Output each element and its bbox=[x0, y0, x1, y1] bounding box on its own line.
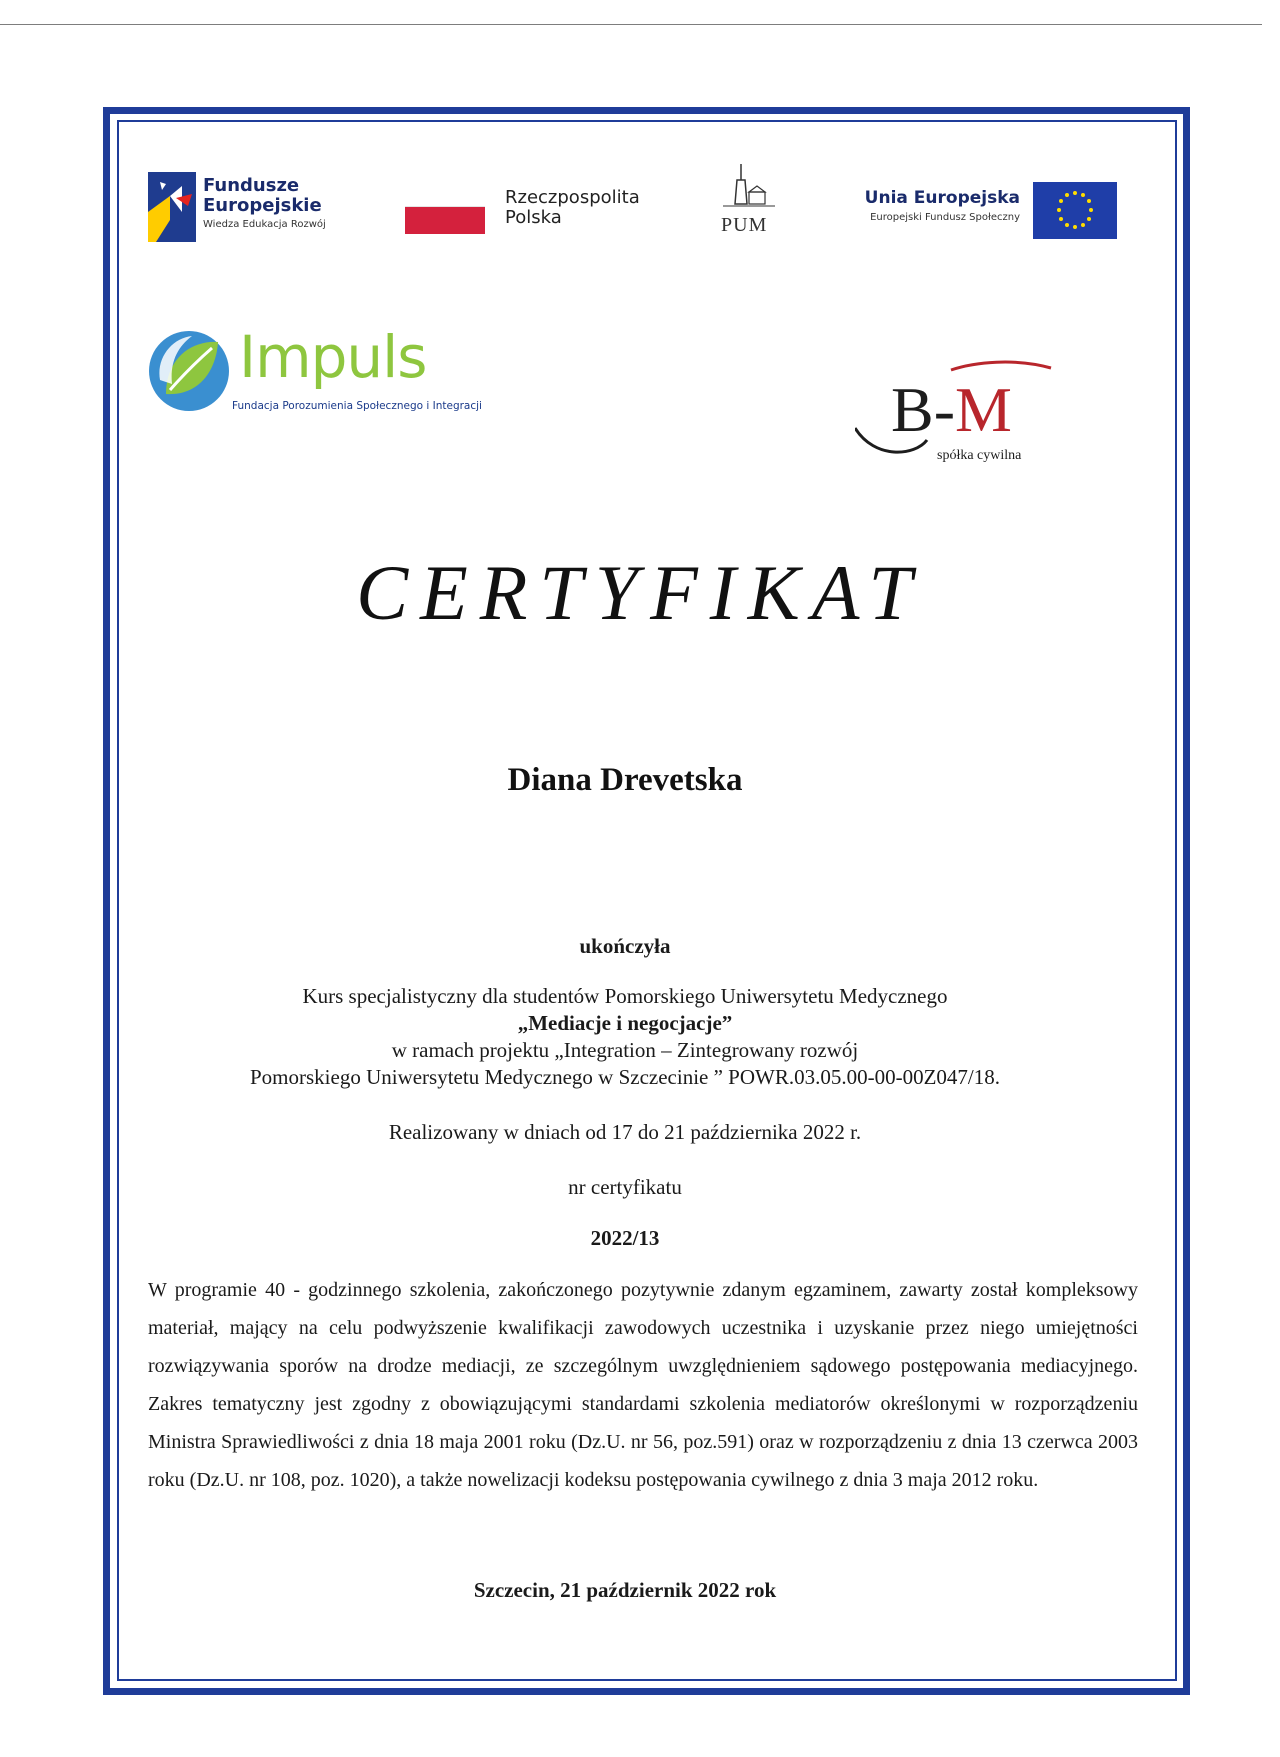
certificate-number: 2022/13 bbox=[590, 1226, 660, 1250]
poland-flag-icon bbox=[405, 206, 485, 234]
impuls-logo bbox=[146, 323, 516, 418]
fundusze-title-line2: Europejskie bbox=[203, 195, 322, 216]
rzeczpospolita-line1: Rzeczpospolita bbox=[505, 187, 640, 208]
fundusze-europejskie-logo bbox=[148, 172, 378, 244]
fundusze-europejskie-icon bbox=[148, 172, 196, 242]
rzeczpospolita-polska-logo bbox=[405, 188, 665, 240]
pum-text: PUM bbox=[721, 214, 768, 236]
certificate-title: CERTYFIKAT bbox=[356, 549, 924, 636]
impuls-subtitle: Fundacja Porozumienia Społecznego i Integracji bbox=[232, 400, 482, 412]
program-description: W programie 40 - godzinnego szkolenia, zakończonego pozytywnie zdanym egzaminem, zawarty został kompleksowy materiał, mający na celu podwyższenie kwalifikacji zawodowych uczestnika i uzyskanie przez niego umiejętności rozwiązywania sporów na drodze mediacji, ze szczególnym uwzględnieniem sądowego postępowania mediacyjnego. Zakres tematyczny jest zgodny z obowiązującymi standardami szkolenia mediatorów określonymi w rozporządzeniu Ministra Sprawiedliwości z dnia 18 maja 2001 roku (Dz.U. nr 56, poz.591) oraz w rozporządzeniu z dnia 13 czerwca 2003 roku (Dz.U. nr 108, poz. 1020), a także nowelizacji kodeksu postępowania cywilnego z dnia 3 maja 2012 roku. bbox=[148, 1279, 1138, 1491]
pum-tower-icon bbox=[715, 162, 787, 222]
bm-letter-b: B bbox=[891, 374, 934, 445]
bm-letters bbox=[891, 374, 1012, 445]
bm-logo bbox=[855, 360, 1055, 470]
course-line-1: Kurs specjalistyczny dla studentów Pomorskiego Uniwersytetu Medycznego bbox=[302, 984, 948, 1008]
certificate-number-label: nr certyfikatu bbox=[568, 1175, 682, 1199]
scan-top-edge bbox=[0, 24, 1262, 25]
rzeczpospolita-line2: Polska bbox=[505, 207, 562, 228]
course-name: „Mediacje i negocjacje” bbox=[517, 1011, 733, 1035]
course-line-4: Pomorskiego Uniwersytetu Medycznego w Szczecinie ” POWR.03.05.00-00-00Z047/18. bbox=[249, 1065, 1000, 1089]
completed-label: ukończyła bbox=[579, 934, 671, 958]
fundusze-subtitle: Wiedza Edukacja Rozwój bbox=[203, 219, 326, 230]
unia-europejska-title: Unia Europejska bbox=[864, 188, 1020, 208]
eu-flag-icon bbox=[1033, 182, 1117, 239]
recipient-name: Diana Drevetska bbox=[507, 762, 743, 798]
place-and-date: Szczecin, 21 październik 2022 rok bbox=[473, 1578, 777, 1602]
bm-letter-m: M bbox=[955, 374, 1012, 445]
fundusze-title-line1: Fundusze bbox=[203, 175, 300, 196]
unia-europejska-logo bbox=[830, 182, 1120, 242]
unia-europejska-subtitle: Europejski Fundusz Społeczny bbox=[870, 212, 1020, 223]
bm-dash: - bbox=[933, 374, 955, 445]
course-dates: Realizowany w dniach od 17 do 21 października 2022 r. bbox=[388, 1120, 862, 1144]
bm-subtitle: spółka cywilna bbox=[937, 448, 1022, 463]
pum-logo bbox=[715, 162, 787, 242]
impuls-name: Impuls bbox=[239, 323, 427, 391]
course-description bbox=[0, 983, 1250, 1091]
impuls-leaf-icon bbox=[146, 328, 232, 414]
course-line-3: w ramach projektu „Integration – Zintegrowany rozwój bbox=[391, 1038, 859, 1062]
